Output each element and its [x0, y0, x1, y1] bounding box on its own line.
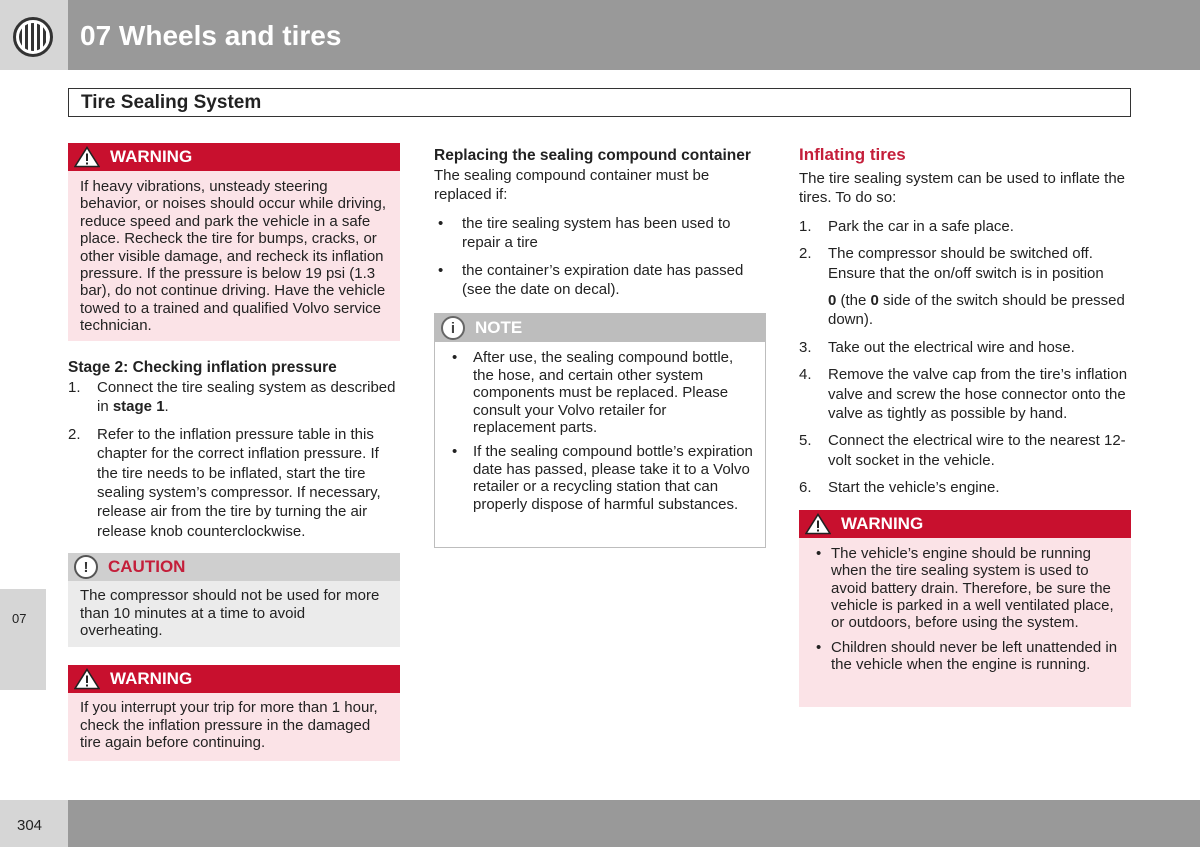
warning-triangle-icon — [74, 668, 100, 690]
list-item: 1. Park the car in a safe place. — [799, 217, 1014, 235]
warning-box-1 — [68, 143, 400, 341]
warning-box-2 — [68, 665, 400, 761]
chapter-title: 07 Wheels and tires — [80, 20, 342, 51]
warning-label: WARNING — [110, 669, 193, 689]
list-item: 2. The compressor should be switched off. Ensure that the on/off switch is in position 0 (the 0 side of the switch should be pressed down). — [799, 244, 1131, 330]
header-icon-box — [0, 0, 68, 70]
warning-label: WARNING — [110, 147, 193, 166]
column-middle — [434, 143, 766, 548]
list-item: 2. Refer to the inflation pressure table in this chapter for the correct inflation pressure. If the tire needs to be inflated, start the tire sealing system’s compressor. If necessary, release air from the tire by turning the air release knob counterclockwise. — [68, 425, 381, 540]
warning-text: If you interrupt your trip for more than 1 hour, check the inflation pressure in the damaged tire again before continuing. — [68, 693, 400, 761]
switch-position-note: 0 (the 0 side of the switch should be pressed down). — [828, 292, 1125, 329]
inflating-steps — [799, 217, 1131, 498]
warning-header — [68, 143, 400, 171]
warning-box-3 — [799, 510, 1131, 707]
warning-triangle-icon — [805, 513, 831, 535]
warning-text: If heavy vibrations, unsteady steering behavior, or noises should occur while driving, reduce speed and park the vehicle in a safe place. Recheck the tire for bumps, cracks, or other visible damage, and recheck its inflation pressure. If the pressure is below 19 psi (1.3 bar), do not continue driving. Have the vehicle towed to a trained and qualified Volvo service technician. — [68, 171, 400, 341]
footer-bar — [68, 800, 1200, 847]
replacing-intro: The sealing compound container must be replaced if: — [434, 167, 710, 204]
section-title-box — [68, 88, 1131, 117]
inflating-heading: Inflating tires — [799, 145, 906, 164]
list-item: 6. Start the vehicle’s engine. — [799, 479, 1000, 497]
page-number: 304 — [17, 817, 43, 834]
replacing-heading: Replacing the sealing compound container — [434, 147, 751, 164]
caution-label: CAUTION — [108, 557, 186, 577]
section-title: Tire Sealing System — [81, 92, 262, 113]
note-bullets — [447, 349, 753, 513]
warning-body — [799, 538, 1131, 707]
warning-triangle-icon — [74, 146, 100, 168]
list-item: 1. Connect the tire sealing system as described in stage 1. — [68, 379, 396, 416]
list-item: • The vehicle’s engine should be running when the tire sealing system is used to avoid battery drain. Therefore, be sure the vehicle is parked in a well ventilated place, or outdoors, before using the system. — [811, 545, 1119, 632]
note-header — [435, 314, 765, 342]
column-left — [68, 143, 400, 761]
list-item: • the tire sealing system has been used to repair a tire — [434, 214, 766, 253]
warning-header — [799, 510, 1131, 538]
note-label: NOTE — [475, 318, 523, 338]
chapter-side-tab: 07 — [0, 589, 46, 690]
column-right — [799, 143, 1131, 707]
list-item: 5. Connect the electrical wire to the nearest 12-volt socket in the vehicle. — [799, 432, 1126, 469]
caution-text: The compressor should not be used for more than 10 minutes at a time to avoid overheating. — [68, 581, 400, 647]
info-icon: i — [441, 316, 465, 340]
list-item: • Children should never be left unattended in the vehicle when the engine is running. — [811, 639, 1119, 674]
tire-icon — [13, 17, 53, 57]
warning-label: WARNING — [841, 513, 924, 533]
note-box — [434, 313, 766, 548]
list-item: 3. Take out the electrical wire and hose. — [799, 338, 1075, 356]
list-item: 4. Remove the valve cap from the tire’s inflation valve and screw the hose connector onto the valve as tightly as possible by hand. — [799, 366, 1128, 423]
footer-page-box — [0, 800, 68, 847]
caution-exclamation-icon: ! — [74, 555, 98, 579]
replacing-bullets — [434, 214, 766, 300]
warning-header — [68, 665, 400, 693]
caution-box — [68, 553, 400, 647]
list-item: • After use, the sealing compound bottle, the hose, and certain other system components must be replaced. Please consult your Volvo retailer for replacement parts. — [447, 349, 753, 436]
inflating-intro: The tire sealing system can be used to inflate the tires. To do so: — [799, 170, 1126, 207]
warning-bullets — [811, 545, 1119, 674]
list-item: • If the sealing compound bottle’s expiration date has passed, please take it to a Volvo retailer or a recycling station that can properly dispose of harmful substances. — [447, 443, 753, 513]
stage2-steps — [68, 378, 400, 541]
note-body — [435, 342, 765, 547]
list-item: • the container’s expiration date has passed (see the date on decal). — [434, 261, 766, 300]
stage2-heading: Stage 2: Checking inflation pressure — [68, 359, 337, 376]
caution-header — [68, 553, 400, 581]
